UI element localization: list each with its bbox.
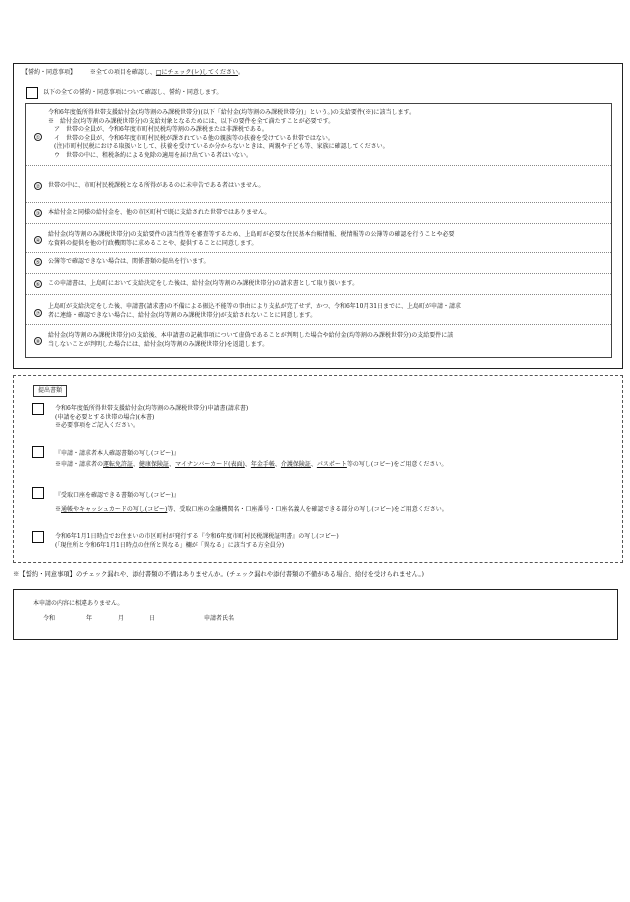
- document-4-text: 令和6年1月1日時点でお住まいの市区町村が発行する『令和6年度市町村民税課税証明書』の写し(コピー) (「現住所と令和6年1月1日時点の住所と異なる」欄が「異なる」に該当する方全員分): [55, 533, 339, 549]
- consent-item-7: 上島町が支給決定をした後、申請書(請求書)の不備による振込不能等の事由により支払が完了せず、かつ、令和6年10月31日までに、上島町が申請・請求 者に連絡・確認できない場合に、給付金(均等割のみ課税世帯分)が支給されないことに同意します。: [48, 303, 462, 319]
- item-2-number: ②: [35, 184, 41, 190]
- signature-section: [13, 589, 618, 640]
- consent-item-1: 令和6年度低所得世帯支援給付金(均等割のみ課税世帯分)(以下「給付金(均等割のみ課税世帯分)」という。)の支給要件(※)に該当します。 ※ 給付金(均等割のみ課税世帯分)の支給対象となるためには、以下の要件を全て満たすことが必要です。 ア 世帯の全員が、令和6年度市町村民税均等割のみ課税または非課税である。 イ 世帯の全員が、令和6年度市町村民税が課されている他の親族等の扶養を受けている世帯ではない。 (注)市町村民税における取扱いとして、扶養を受けているか分からないときは、両親や子ども等、家族に確認してください。 ウ 世帯の中に、租税条約による免除の適用を届け出ている者はいない。: [48, 109, 416, 159]
- consent-instruction-tail: 。: [238, 69, 245, 76]
- item-5-number: ⑤: [35, 260, 41, 266]
- document-2-text: [55, 448, 447, 470]
- consent-item-5: 公簿等で確認できない場合は、関係書類の提出を行います。: [48, 258, 210, 265]
- consent-instruction-underlined: □にチェック(レ)してください: [155, 69, 239, 76]
- consent-items-box: [25, 103, 612, 358]
- consent-item-8: 給付金(均等割のみ課税世帯分)の支給後、本申請書の記載事項について虚偽であることが判明した場合や給付金(均等割のみ課税世帯分)の支給要件に該 当しないことが判明した場合には、給付金(均等割のみ課税世帯分)を返還します。: [48, 332, 454, 348]
- consent-item-3: 本給付金と同様の給付金を、他の市区町村で既に支給された世帯ではありません。: [48, 209, 271, 216]
- agree-all-checkbox[interactable]: [26, 87, 38, 99]
- item-7-number: ⑦: [35, 311, 41, 317]
- signature-day: 日: [149, 615, 156, 622]
- document-4-checkbox[interactable]: [32, 531, 44, 543]
- consent-instruction-lead: ※全ての項目を確認し、: [89, 69, 156, 76]
- document-3-text: [55, 489, 448, 517]
- consent-item-6: この申請書は、上島町において支給決定をした後は、給付金(均等割のみ課税世帯分)の請求書として取り扱います。: [48, 280, 359, 287]
- documents-title: 提出書類: [33, 385, 67, 397]
- consent-header-title: 【誓約・同意事項】: [22, 69, 77, 76]
- document-3-title: 『受取口座を確認できる書類の写し(コピー)』: [55, 492, 180, 499]
- applicant-name-label: 申請者氏名: [204, 615, 235, 622]
- item-1-number: ①: [35, 135, 41, 141]
- document-3-note: ※通帳やキャッシュカードの写し(コピー)等、受取口座の金融機関名・口座番号・口座名義人を確認できる部分の写し(コピー)をご用意ください。: [55, 506, 448, 513]
- documents-section: [13, 375, 623, 563]
- consent-header: [22, 69, 244, 77]
- document-3-checkbox[interactable]: [32, 487, 44, 499]
- signature-year: 年: [86, 615, 93, 622]
- checklist-footnote: ※【誓約・同意事項】のチェック漏れや、添付書類の不備はありませんか。(チェック漏れや添付書類の不備がある場合、給付を受けられません。): [13, 571, 424, 578]
- signature-month: 月: [118, 615, 125, 622]
- item-3-number: ③: [35, 211, 41, 217]
- item-4-number: ④: [35, 238, 41, 244]
- item-6-number: ⑥: [35, 282, 41, 288]
- document-2-note: ※申請・請求者の運転免許証、健康保険証、マイナンバーカード(表面)、年金手帳、介護保険証、パスポート等の写し(コピー)をご用意ください。: [55, 461, 448, 468]
- item-8-number: ⑧: [35, 339, 41, 345]
- document-1-text: 令和6年度低所得世帯支援給付金(均等割のみ課税世帯分)申請書(請求書) (申請を必要とする世帯の場合)(本書) ※必要事項をご記入ください。: [55, 405, 249, 429]
- consent-item-2: 世帯の中に、市町村民税課税となる所得があるのに未申告である者はいません。: [48, 182, 265, 189]
- signature-era: 令和: [43, 615, 56, 622]
- document-2-title: 『申請・請求者本人確認書類の写し(コピー)』: [55, 450, 180, 457]
- consent-item-4: 給付金(均等割のみ課税世帯分)の支給要件の該当性等を審査等するため、上島町が必要な住民基本台帳情報、税情報等の公簿等の確認を行うことや必要 な資料の提供を他の行政機関等に求めることや、提供することに同意します。: [48, 231, 455, 247]
- signature-statement: 本申請の内容に相違ありません。: [33, 600, 124, 607]
- document-2-checkbox[interactable]: [32, 446, 44, 458]
- agree-all-label: 以下の全ての誓約・同意事項について確認し、誓約・同意します。: [43, 89, 223, 96]
- consent-section: [13, 63, 623, 369]
- document-1-checkbox[interactable]: [32, 403, 44, 415]
